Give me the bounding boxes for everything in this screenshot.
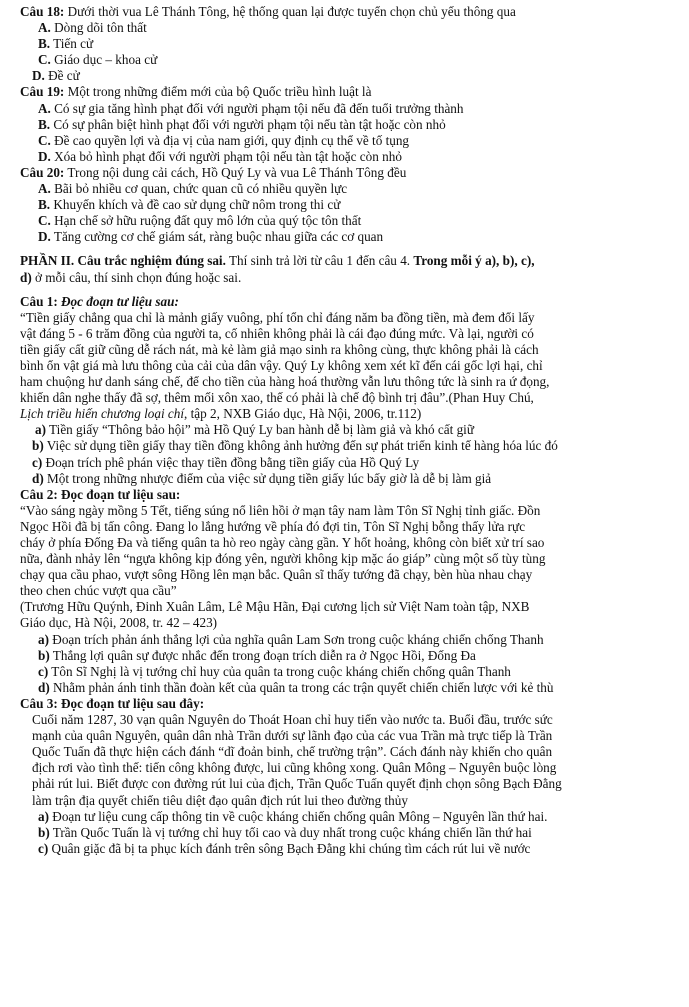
q18-option-c [20, 52, 679, 68]
c1-citation [20, 406, 679, 422]
item-letter: c) [38, 663, 49, 679]
item-text: Tôn Sĩ Nghị là vị tướng chỉ huy của quân ta trong cuộc kháng chiến chống quân Thanh [48, 663, 511, 679]
q19-stem [20, 84, 679, 100]
q20-stem [20, 165, 679, 181]
part2-instruction-bold: d) [20, 269, 32, 285]
part2-instruction-bold: Trong mỗi ý a), b), c), [413, 253, 535, 269]
q19-option-d [20, 149, 679, 165]
q20-option-a [20, 181, 679, 197]
option-text: Tăng cường cơ chế giám sát, ràng buộc nhau giữa các cơ quan [50, 229, 384, 245]
option-letter: C. [38, 132, 51, 148]
q18-label: Câu 18: [20, 4, 65, 19]
item-letter: b) [38, 647, 50, 663]
q19-option-a [20, 101, 679, 117]
option-letter: C. [38, 213, 51, 229]
item-letter: b) [38, 824, 50, 840]
q20-option-d [20, 229, 679, 245]
item-text: Nhằm phản ánh tinh thần đoàn kết của quân ta trong các trận quyết chiến chiến lược với kẻ thù [49, 679, 554, 695]
q19-text: Một trong những điểm mới của bộ Quốc triều hình luật là [64, 84, 372, 100]
c2-header [20, 487, 679, 503]
passage-line: phải rút lui. Biết được con đường rút lui của địch, Trần Quốc Tuấn quyết định chọn sông Bạch Đằng [32, 776, 562, 792]
option-text: Có sự gia tăng hình phạt đối với người phạm tội nếu đã đến tuổi trưởng thành [50, 100, 464, 116]
option-text: Bãi bỏ nhiều cơ quan, chức quan cũ có nhiều quyền lực [50, 181, 348, 197]
passage-line: cháy ở phía Đống Đa và tiếng quân ta hò reo ngày càng gần. Y hốt hoảng, không còn biết xử trí sao [20, 535, 545, 550]
item-text: Quân giặc đã bị ta phục kích đánh trên sông Bạch Đằng khi chúng tìm cách rút lui về nước [48, 840, 531, 856]
c2-item-b [20, 648, 679, 664]
passage-line: bình ổn vật giá mà lưu thông của cải của dân vậy. Quý Ly không xem xét kĩ đến cái gốc lợi hại, chỉ [20, 357, 543, 373]
passage-line: theo chen chúc vượt qua cầu” [20, 583, 177, 599]
item-letter: c) [32, 454, 43, 470]
option-letter: B. [38, 116, 51, 132]
part2-intro-line1 [20, 253, 679, 269]
passage-line: tiền giấy cất giữ cũng dễ rách nát, mà kẻ làm giả mạo sinh ra không cùng, thực không phải là cách [20, 341, 539, 357]
c1-item-b [20, 438, 679, 454]
c3-header [20, 696, 679, 712]
q19-label: Câu 19: [20, 84, 65, 100]
c1-item-a [20, 422, 679, 438]
q19-option-c [20, 133, 679, 149]
passage-line: chạy qua cầu phao, vượt sông Hồng lên mạn bắc. Quân sĩ thấy tướng đã chạy, bèn hùa nhau chạy [20, 567, 533, 583]
citation-tail: , tập 2, NXB Giáo dục, Hà Nội, 2006, tr.112) [184, 406, 422, 422]
item-letter: c) [38, 840, 49, 856]
passage-line: “Vào sáng ngày mồng 5 Tết, tiếng súng nổ liên hồi ở mạn tây nam làm Tôn Sĩ Nghị tỉnh giấc. Đồn [20, 502, 541, 518]
option-letter: D. [38, 148, 51, 164]
q19-option-b [20, 117, 679, 133]
c1-header [20, 294, 679, 310]
c1-item-c [20, 455, 679, 471]
option-text: Xóa bỏ hình phạt đối với người phạm tội nếu tàn tật hoặc còn nhỏ [50, 148, 402, 164]
c3-item-a [20, 809, 679, 825]
option-letter: A. [38, 181, 51, 197]
passage-line: mạnh của quân Nguyên, quân dân nhà Trần dưới sự lãnh đạo của các vua Trần mà trực tiếp là Trần [32, 728, 553, 744]
q20-option-c [20, 213, 679, 229]
c1-label: Câu 1: [20, 293, 58, 309]
item-text: Một trong những nhược điểm của việc sử dụng tiền giấy lúc bấy giờ là dễ bị làm giả [43, 470, 492, 486]
part2-heading: PHẦN II. Câu trắc nghiệm đúng sai. [20, 253, 226, 269]
q18-stem [20, 4, 679, 20]
item-text: Thắng lợi quân sự được nhắc đến trong đoạn trích diễn ra ở Ngọc Hồi, Đống Đa [49, 647, 476, 663]
item-letter: d) [38, 679, 50, 695]
option-text: Đề cử [44, 68, 80, 84]
item-letter: d) [32, 470, 44, 486]
option-text: Tiến cử [50, 36, 94, 52]
passage-line: Ngọc Hồi đã bị tấn công. Đang lo lắng hướng về phía đó đợi tin, Tôn Sĩ Nghị bỗng thấy lửa rực [20, 518, 526, 534]
option-letter: B. [38, 197, 51, 213]
passage-line: khiến dân nghe thấy đã sợ, thêm mối xôn xao, thế có phải là chế độ bình trị đâu”.(Phan Huy Chú, [20, 390, 534, 406]
passage-line: nữa, đành nhảy lên “ngựa không kịp đóng yên, người không kịp mặc áo giáp” cùng một số tùy tùng [20, 551, 546, 567]
option-letter: C. [38, 52, 51, 68]
part2-intro-line2 [20, 270, 679, 286]
q18-option-a [20, 20, 679, 36]
c2-label: Câu 2: [20, 486, 58, 502]
passage-line: vật đáng 5 - 6 trăm đồng của người ta, cố nhiên không phải là cái đạo đúng mức. Và lại, người có [20, 325, 534, 341]
c3-source-label: Đọc đoạn tư liệu sau đây: [57, 695, 205, 711]
item-text: Đoạn tư liệu cung cấp thông tin về cuộc kháng chiến chống quân Mông – Nguyên lần thứ hai. [49, 808, 548, 824]
c2-citation-line: Giáo dục, Hà Nội, 2008, tr. 42 – 423) [20, 615, 218, 631]
q18-text: Dưới thời vua Lê Thánh Tông, hệ thống quan lại được tuyển chọn chủ yếu thông qua [64, 4, 516, 19]
passage-line: “Tiền giấy chẳng qua chỉ là mảnh giấy vuông, phí tổn chỉ đáng năm ba đồng tiền, mà đem đổi lấy [20, 309, 535, 325]
c2-item-c [20, 664, 679, 680]
item-text: Đoạn trích phê phán việc thay tiền đồng bằng tiền giấy của Hồ Quý Ly [42, 454, 420, 470]
option-text: Khuyến khích và đề cao sử dụng chữ nôm trong thi cử [50, 197, 341, 213]
part2-instruction: Thí sinh trả lời từ câu 1 đến câu 4. [225, 253, 414, 269]
q20-text: Trong nội dung cải cách, Hồ Quý Ly và vua Lê Thánh Tông đều [64, 164, 407, 180]
c1-item-d [20, 471, 679, 487]
citation-title: Lịch triều hiến chương loại chí [20, 406, 185, 422]
c2-item-a [20, 632, 679, 648]
c2-item-d [20, 680, 679, 696]
option-letter: A. [38, 100, 51, 116]
q18-option-b [20, 36, 679, 52]
c2-citation-line: (Trương Hữu Quýnh, Đinh Xuân Lâm, Lê Mậu Hãn, Đại cương lịch sử Việt Nam toàn tập, NXB [20, 599, 530, 615]
c3-item-b [20, 825, 679, 841]
item-text: Việc sử dụng tiền giấy thay tiền đồng không ảnh hưởng đến sự phát triển kinh tế hàng hóa lúc đó [43, 438, 558, 454]
passage-line: làm trận địa quyết chiến tiêu diệt đạo quân địch rút lui theo đường thủy [32, 792, 408, 808]
option-letter: A. [38, 20, 51, 36]
c3-label: Câu 3: [20, 695, 58, 711]
item-letter: a) [38, 808, 49, 824]
item-text: Trần Quốc Tuấn là vị tướng chỉ huy tối cao và duy nhất trong cuộc kháng chiến lần thứ hai [49, 824, 532, 840]
c1-source-label: Đọc đoạn tư liệu sau: [57, 293, 179, 309]
option-letter: D. [38, 229, 51, 245]
q18-option-d [20, 68, 679, 84]
c3-item-c [20, 841, 679, 857]
item-text: Tiền giấy “Thông bảo hội” mà Hồ Quý Ly ban hành dễ bị làm giả và khó cất giữ [46, 422, 474, 438]
passage-line: địch rơi vào tình thế: tiến công không được, lui cũng không xong. Quân Mông – Nguyên buộc lòng [32, 760, 557, 776]
item-text: Đoạn trích phản ánh thắng lợi của nghĩa quân Lam Sơn trong cuộc kháng chiến chống Thanh [49, 631, 544, 647]
item-letter: b) [32, 438, 44, 454]
q20-option-b [20, 197, 679, 213]
option-text: Có sự phân biệt hình phạt đối với người phạm tội nếu tàn tật hoặc còn nhỏ [50, 116, 446, 132]
option-letter: D. [32, 68, 45, 84]
passage-line: ham chuộng hư danh sáng chế, để cho tiền của hàng hoá thường vẫn lưu thông tức là sinh ra ứ đọng, [20, 374, 550, 390]
option-text: Giáo dục – khoa cử [50, 52, 158, 68]
option-text: Dòng dõi tôn thất [50, 20, 147, 36]
option-text: Hạn chế sở hữu ruộng đất quy mô lớn của quý tộc tôn thất [50, 213, 362, 229]
option-text: Đề cao quyền lợi và địa vị của nam giới, quy định cụ thể về tố tụng [50, 132, 410, 148]
q20-label: Câu 20: [20, 164, 65, 180]
item-letter: a) [35, 422, 46, 438]
passage-line: Quốc Tuấn đã thực hiện cách đánh “dĩ đoản binh, chế trường trận”. Cách đánh này khiến cho quân [32, 744, 553, 760]
option-letter: B. [38, 36, 51, 52]
item-letter: a) [38, 631, 49, 647]
passage-line: Cuối năm 1287, 30 vạn quân Nguyên do Thoát Hoan chỉ huy tiến vào nước ta. Buổi đầu, trước sức [32, 712, 553, 728]
c2-source-label: Đọc đoạn tư liệu sau: [57, 486, 181, 502]
part2-instruction: ở mỗi câu, thí sinh chọn đúng hoặc sai. [31, 269, 242, 285]
